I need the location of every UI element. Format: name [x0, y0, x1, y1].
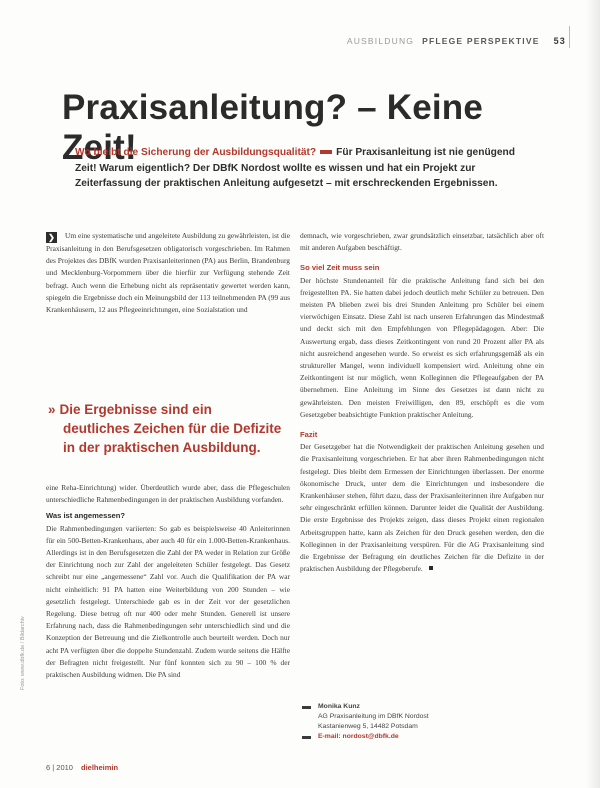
- quote-mark-icon: »: [48, 402, 56, 417]
- author-email[interactable]: E-mail: nordost@dbfk.de: [318, 733, 399, 740]
- end-mark-icon: [429, 566, 433, 570]
- quote-line-2: deutliches Zeichen für die Defizite: [63, 421, 282, 436]
- page-number: 53: [553, 36, 566, 46]
- header-rule: [569, 26, 570, 48]
- subhead-angemessen: Was ist angemessen?: [46, 511, 126, 521]
- author-role: AG Praxisanleitung im DBfK Nordost: [318, 713, 429, 720]
- lead-text: Für Praxisanleitung ist nie genügend Zeit! Warum eigentlich? Der DBfK Nordost wollte es wissen und hat ein Projekt zur Zeiterfassung der praktischen Anleitung aufgesetzt – mit erschreckenden Ergebnissen.: [75, 147, 515, 189]
- body-paragraph: Die Rahmenbedingungen variierten: So gab es beispielsweise 40 Anleiterinnen für ein 500-Betten-Krankenhaus, aber auch 40 für ein 1.000-Betten-Krankenhaus. Allerdings ist in den Berufsgesetzen die Zahl der PA weder in Relation zur Größe der Einrichtung noch zur Zahl der angeleiteten Schüler festgelegt. Das Gesetz schreibt nur eine „angemessene“ Zahl vor. Auch die Qualifikation der PA war nicht einheitlich: 91 PA hatten eine Weiterbildung von 200 Stunden – wie gesetzlich festgelegt. Unterschiede gab es in der Zeit vor der gesetzlichen Regelung. Diese betrug oft nur 400 oder mehr Stunden. Generell ist unsere Erfahrung nach, dass die Rahmenbedingungen sehr unterschiedlich sind und die Konzeption der Betreuung und die Zielkontrolle auch beurteilt werden. Doch nur acht PA verfügten über die doppelte Stundenzahl. Zudem wurde seitens die Hälfte der Befragten nicht freigestellt. Nur fünf konnten sich zu 90 – 100 % der praktischen Ausbildung widmen. Die PA sind: [46, 523, 290, 680]
- right-body-2-text: Der Gesetzgeber hat die Notwendigkeit der praktischen Anleitung gesehen und die Praxisanleitung vorgeschrieben. Er hat aber ihren Rahmenbedingungen nicht festgelegt. Dies bleibt dem Ermessen der Einrichtungen überlassen. Der enorme ökonomische Druck, unter dem die Einrichtungen und insbesondere die Krankenhäuser stehen, führt dazu, dass der Praxisanleiterinnen ihre Aufgaben nur sehr eingeschränkt erfüllen können. Darunter leidet die Qualität der Ausbildung. Die erste Ergebnisse des Projekts zeigen, dass dieses Projekt einen regionalen Arbeitsgruppen hatte, kann als Zeichen für den Druck gesehen werden, den die Kolleginnen in der Praxisanleitung verspüren. Für die AG Praxisanleitung sind die Ergebnisse der Befragung ein deutliches Zeichen für die Defizite in der praktischen Ausbildung der Pflegeberufe.: [300, 442, 544, 574]
- author-address: Kastanienweg 5, 14482 Potsdam: [318, 723, 418, 730]
- article-title: Praxisanleitung? – Keine Zeit!: [62, 88, 484, 167]
- header-subsection: PFLEGE PERSPEKTIVE: [422, 36, 540, 46]
- right-intro: demnach, wie vorgeschrieben, zwar grundsätzlich einsetzbar, tatsächlich aber oft mit anderen Aufgaben beschäftigt.: [300, 231, 544, 253]
- author-name: Monika Kunz: [318, 703, 360, 710]
- quote-line-3: in der praktischen Ausbildung.: [63, 440, 261, 455]
- running-header: [347, 36, 566, 46]
- quote-line-1: Die Ergebnisse sind ein: [59, 402, 212, 417]
- cont-paragraph: eine Reha-Einrichtung) wider. Überdeutlich wurde aber, dass die Pflegeschulen unterschiedliche Rahmenbedingungen in der praktischen Ausbildung vorfanden.: [46, 483, 290, 505]
- right-body-2: [300, 441, 544, 575]
- author-dash: [302, 706, 311, 709]
- author-box: [302, 702, 542, 742]
- arrow-right-icon: ❯: [46, 232, 57, 243]
- pull-quote: [48, 400, 294, 457]
- right-body-1: Der höchste Stundenanteil für die praktische Anleitung fand sich bei den freigestellten PA. Sie hatten dabei jedoch deutlich mehr Schüler zu betreuen. Den meisten PA blieben zwei bis drei Stunden Anleitung pro Schüler bei einem vierwöchigen Einsatz. Diese Zahl ist nach unseren Erfahrungen das Mindestmaß und deckt sich mit den Empfehlungen von Pflegepädagogen. Aber: Die Auswertung ergab, dass dieses Zeitkontingent von rund 20 Prozent aller PA als nicht ausreichend angesehen wurde. So erweist es sich erfahrungsgemäß als ein struktureller Mangel, wenn individuell kompensiert wird. Anleitung ohne ein Zeitkontingent ist nur möglich, wenn Kolleginnen die Pflegeaufgaben der PA übernehmen. Eine Anleitung im Sinne des Gesetzes ist dann nicht zu gewährleisten. Den meisten Freiwilligen, den 89, erschöpft es die vom Gesetzgeber beabsichtigte Funktion praktischer Anleitung.: [300, 275, 544, 419]
- subhead-fazit: Fazit: [300, 430, 318, 440]
- subhead-zeit: So viel Zeit muss sein: [300, 263, 380, 273]
- footer-magazine: dielheimin: [80, 763, 119, 772]
- photo-credit: Foto: www.dbfk.de / Bildarchiv: [20, 616, 26, 690]
- footer-issue: 6 | 2010: [46, 763, 73, 772]
- page-footer: [46, 763, 118, 772]
- left-column-intro: [46, 230, 290, 316]
- right-column: [300, 230, 544, 575]
- intro-paragraph: Um eine systematische und angeleitete Ausbildung zu gewährleisten, ist die Praxisanleitung in den Berufsgesetzen obligatorisch vorgeschrieben. Im Rahmen des Projektes des DBfK wurden Praxisanleiterinnen (PA) aus Berlin, Brandenburg und Mecklenburg-Vorpommern über die hierfür zur Verfügung stehende Zeit befragt. Auch wenn die Erhebung nicht als repräsentativ gewertet werden kann, spiegeln die Ergebnisse doch ein Meinungsbild der 113 teilnehmenden PA (99 aus Krankenhäusern, 12 aus Pflegeeinrichtungen, eine Sozialstation und: [46, 231, 290, 315]
- lead-dash: [320, 150, 332, 154]
- left-column-body: [46, 482, 290, 681]
- scan-edge-shadow: [586, 0, 600, 788]
- header-section: AUSBILDUNG: [346, 36, 415, 46]
- lead-question: Wo bleibt die Sicherung der Ausbildungsqualität?: [75, 147, 317, 158]
- article-lead: [75, 145, 515, 192]
- email-dash: [302, 736, 311, 739]
